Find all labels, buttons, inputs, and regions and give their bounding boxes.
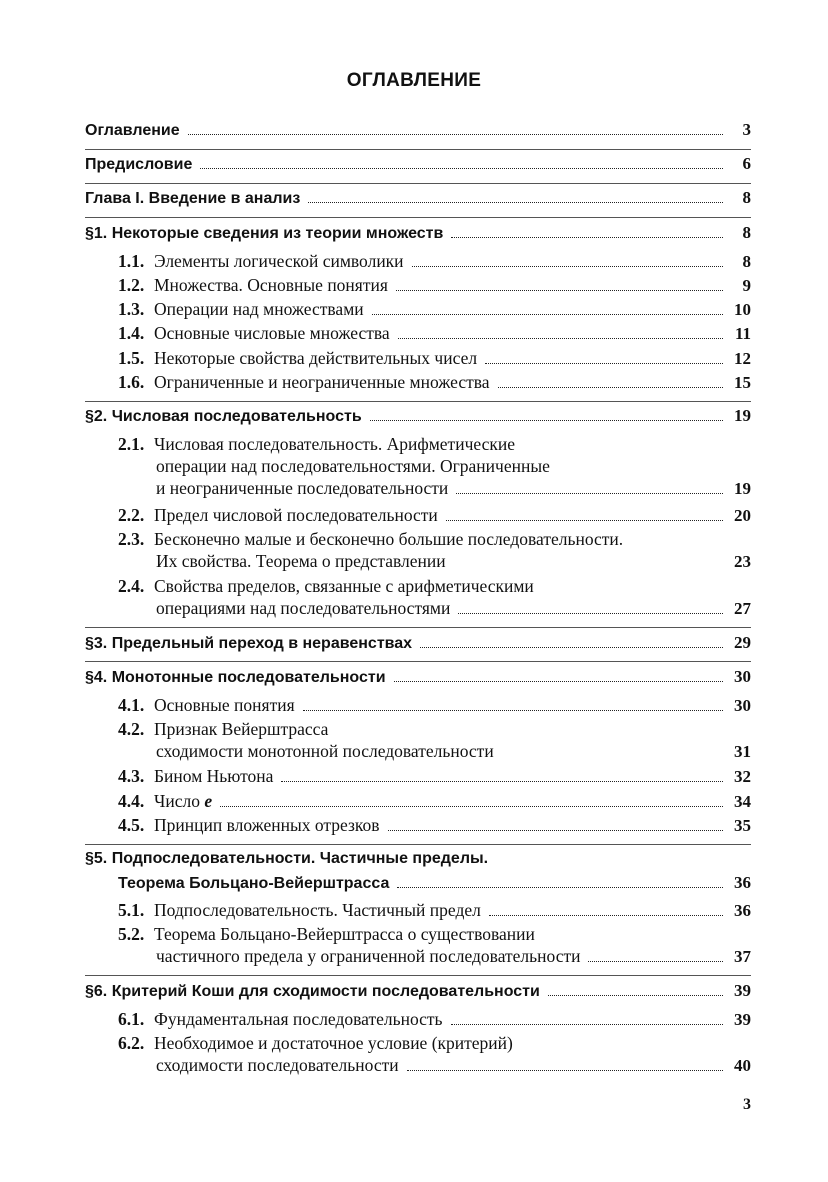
leader-dots — [485, 363, 723, 364]
toc-entry-section-2[interactable] — [85, 405, 751, 428]
entry-number: 1.5. — [118, 348, 145, 368]
entry-number: 1.1. — [118, 251, 145, 271]
entry-page: 34 — [734, 792, 751, 811]
toc-entry-4-3[interactable] — [85, 765, 751, 788]
entry-label-line3: и неограниченные последовательности — [156, 478, 449, 498]
entry-label-line2: сходимости монотонной последовательности — [156, 741, 494, 761]
toc-entry-section-3[interactable] — [85, 632, 751, 655]
entry-page: 9 — [742, 276, 751, 295]
toc-entry-4-4[interactable] — [85, 790, 751, 813]
entry-page: 10 — [734, 300, 751, 319]
entry-page: 8 — [742, 188, 751, 207]
entry-page: 30 — [734, 696, 751, 715]
leader-dots — [388, 830, 723, 831]
leader-dots — [398, 338, 723, 339]
entry-label-line2: сходимости последовательности — [156, 1055, 399, 1075]
leader-dots — [308, 202, 723, 203]
toc-entry-1-3[interactable] — [85, 298, 751, 321]
entry-number: 1.2. — [118, 275, 145, 295]
entry-label-line2: частичного предела у ограниченной последовательности — [156, 946, 581, 966]
entry-number: 4.1. — [118, 695, 145, 715]
entry-page: 15 — [734, 373, 751, 392]
divider — [85, 661, 751, 662]
entry-label: Глава I. Введение в анализ — [85, 190, 301, 207]
entry-number: 4.4. — [118, 791, 145, 811]
leader-dots — [396, 290, 723, 291]
toc-entry-2-4[interactable] — [85, 575, 751, 620]
entry-page: 29 — [734, 633, 751, 652]
toc-entry-1-1[interactable] — [85, 250, 751, 273]
entry-number: 5.1. — [118, 900, 145, 920]
leader-dots — [458, 613, 723, 614]
leader-dots — [420, 647, 723, 648]
entry-label: Фундаментальная последовательность — [154, 1009, 443, 1029]
toc-entry-section-4[interactable] — [85, 666, 751, 689]
toc-entry-1-5[interactable] — [85, 347, 751, 370]
toc-entry-4-2[interactable] — [85, 718, 751, 763]
entry-label: Число — [154, 791, 200, 811]
leader-dots — [370, 420, 723, 421]
entry-number: 5.2. — [118, 924, 145, 944]
toc-entry-6-1[interactable] — [85, 1008, 751, 1031]
leader-dots — [281, 781, 723, 782]
entry-page: 8 — [742, 223, 751, 242]
leader-dots — [407, 1070, 723, 1071]
entry-page: 39 — [734, 1010, 751, 1029]
leader-dots — [372, 314, 723, 315]
toc-entry-5-2[interactable] — [85, 923, 751, 968]
toc-entry-1-4[interactable] — [85, 322, 751, 345]
leader-dots — [397, 887, 723, 888]
divider — [85, 217, 751, 218]
entry-number: 4.5. — [118, 815, 145, 835]
entry-page: 19 — [734, 406, 751, 425]
entry-label: Подпоследовательность. Частичный предел — [154, 900, 481, 920]
toc-entry-6-2[interactable] — [85, 1032, 751, 1077]
entry-number: 2.2. — [118, 505, 145, 525]
entry-page: 32 — [734, 767, 751, 786]
toc-entry-4-5[interactable] — [85, 814, 751, 837]
toc-entry-chapter-1[interactable] — [85, 187, 751, 210]
divider — [85, 627, 751, 628]
entry-label-line2: операциями над последовательностями — [156, 598, 451, 618]
leader-dots — [303, 710, 723, 711]
page-title: ОГЛАВЛЕНИЕ — [346, 70, 482, 91]
entry-label: §4. Монотонные последовательности — [85, 669, 386, 686]
leader-dots — [412, 266, 723, 267]
leader-dots — [188, 134, 723, 135]
toc-entry-1-6[interactable] — [85, 371, 751, 394]
divider — [85, 844, 751, 845]
leader-dots — [446, 520, 723, 521]
divider — [85, 975, 751, 976]
entry-page: 3 — [742, 120, 751, 139]
page-number: 3 — [743, 1096, 751, 1113]
entry-label-line1: Признак Вейерштрасса — [154, 719, 329, 739]
entry-label-line1: Необходимое и достаточное условие (критерий) — [154, 1033, 513, 1053]
entry-page: 35 — [734, 816, 751, 835]
toc-entry-preface[interactable] — [85, 153, 751, 176]
entry-label-line1: Теорема Больцано-Вейерштрасса о существовании — [154, 924, 535, 944]
entry-label-line1: Свойства пределов, связанные с арифметическими — [154, 576, 534, 596]
entry-page: 23 — [734, 552, 751, 571]
divider — [85, 183, 751, 184]
toc-entry-contents[interactable] — [85, 119, 751, 142]
leader-dots — [489, 915, 723, 916]
entry-label: Предисловие — [85, 156, 193, 173]
toc-entry-section-1[interactable] — [85, 222, 751, 245]
entry-number: 6.1. — [118, 1009, 145, 1029]
entry-page: 39 — [734, 981, 751, 1000]
entry-label: Операции над множествами — [154, 299, 364, 319]
entry-page: 6 — [742, 154, 751, 173]
toc-entry-2-1[interactable] — [85, 433, 751, 500]
entry-number: 4.2. — [118, 719, 145, 739]
entry-page: 36 — [734, 901, 751, 920]
entry-page: 36 — [734, 873, 751, 892]
divider — [85, 401, 751, 402]
entry-page: 27 — [734, 599, 751, 618]
entry-label: Основные понятия — [154, 695, 295, 715]
leader-dots — [502, 756, 723, 757]
entry-label: §3. Предельный переход в неравенствах — [85, 635, 413, 652]
entry-number: 4.3. — [118, 766, 145, 786]
entry-number: 2.1. — [118, 434, 145, 454]
toc-entry-section-6[interactable] — [85, 980, 751, 1003]
entry-label-line2: Теорема Больцано-Вейерштрасса — [118, 875, 390, 892]
entry-number: 2.3. — [118, 529, 145, 549]
entry-label: Предел числовой последовательности — [154, 505, 438, 525]
leader-dots — [498, 387, 723, 388]
leader-dots — [451, 1024, 723, 1025]
leader-dots — [451, 237, 723, 238]
entry-label-line2: операции над последовательностями. Ограниченные — [156, 456, 550, 476]
entry-page: 31 — [734, 742, 751, 761]
euler-number-symbol: e — [204, 791, 213, 811]
entry-page: 40 — [734, 1056, 751, 1075]
entry-label: Оглавление — [85, 122, 180, 139]
entry-label: Некоторые свойства действительных чисел — [154, 348, 478, 368]
entry-label: Принцип вложенных отрезков — [154, 815, 380, 835]
entry-label: §2. Числовая последовательность — [85, 408, 362, 425]
leader-dots — [394, 681, 723, 682]
leader-dots — [588, 961, 723, 962]
leader-dots — [456, 493, 723, 494]
toc-entry-4-1[interactable] — [85, 694, 751, 717]
entry-number: 6.2. — [118, 1033, 145, 1053]
entry-label: Множества. Основные понятия — [154, 275, 388, 295]
entry-number: 2.4. — [118, 576, 145, 596]
entry-label: Ограниченные и неограниченные множества — [154, 372, 490, 392]
toc-entry-1-2[interactable] — [85, 274, 751, 297]
entry-label-line1: §5. Подпоследовательности. Частичные пределы. — [85, 850, 489, 867]
entry-label: §6. Критерий Коши для сходимости последовательности — [85, 983, 540, 1000]
entry-page: 8 — [742, 252, 751, 271]
entry-page: 20 — [734, 506, 751, 525]
entry-number: 1.6. — [118, 372, 145, 392]
entry-label: Бином Ньютона — [154, 766, 274, 786]
leader-dots — [548, 995, 723, 996]
entry-page: 30 — [734, 667, 751, 686]
entry-label: Основные числовые множества — [154, 323, 390, 343]
entry-page: 37 — [734, 947, 751, 966]
entry-label: §1. Некоторые сведения из теории множеств — [85, 225, 444, 242]
leader-dots — [200, 168, 723, 169]
divider — [85, 149, 751, 150]
toc-entry-section-5[interactable] — [85, 848, 751, 895]
entry-number: 1.4. — [118, 323, 145, 343]
toc-entry-2-3[interactable] — [85, 528, 751, 573]
toc-entry-5-1[interactable] — [85, 899, 751, 922]
leader-dots — [220, 806, 723, 807]
entry-label: Элементы логической символики — [154, 251, 404, 271]
entry-label-line1: Бесконечно малые и бесконечно большие последовательности. — [154, 529, 624, 549]
entry-page: 12 — [734, 349, 751, 368]
entry-label-line2: Их свойства. Теорема о представлении — [156, 551, 446, 571]
entry-number: 1.3. — [118, 299, 145, 319]
entry-page: 19 — [734, 479, 751, 498]
toc-entry-2-2[interactable] — [85, 504, 751, 527]
entry-page: 11 — [734, 324, 751, 343]
leader-dots — [454, 566, 723, 567]
entry-label-line1: Числовая последовательность. Арифметические — [154, 434, 515, 454]
